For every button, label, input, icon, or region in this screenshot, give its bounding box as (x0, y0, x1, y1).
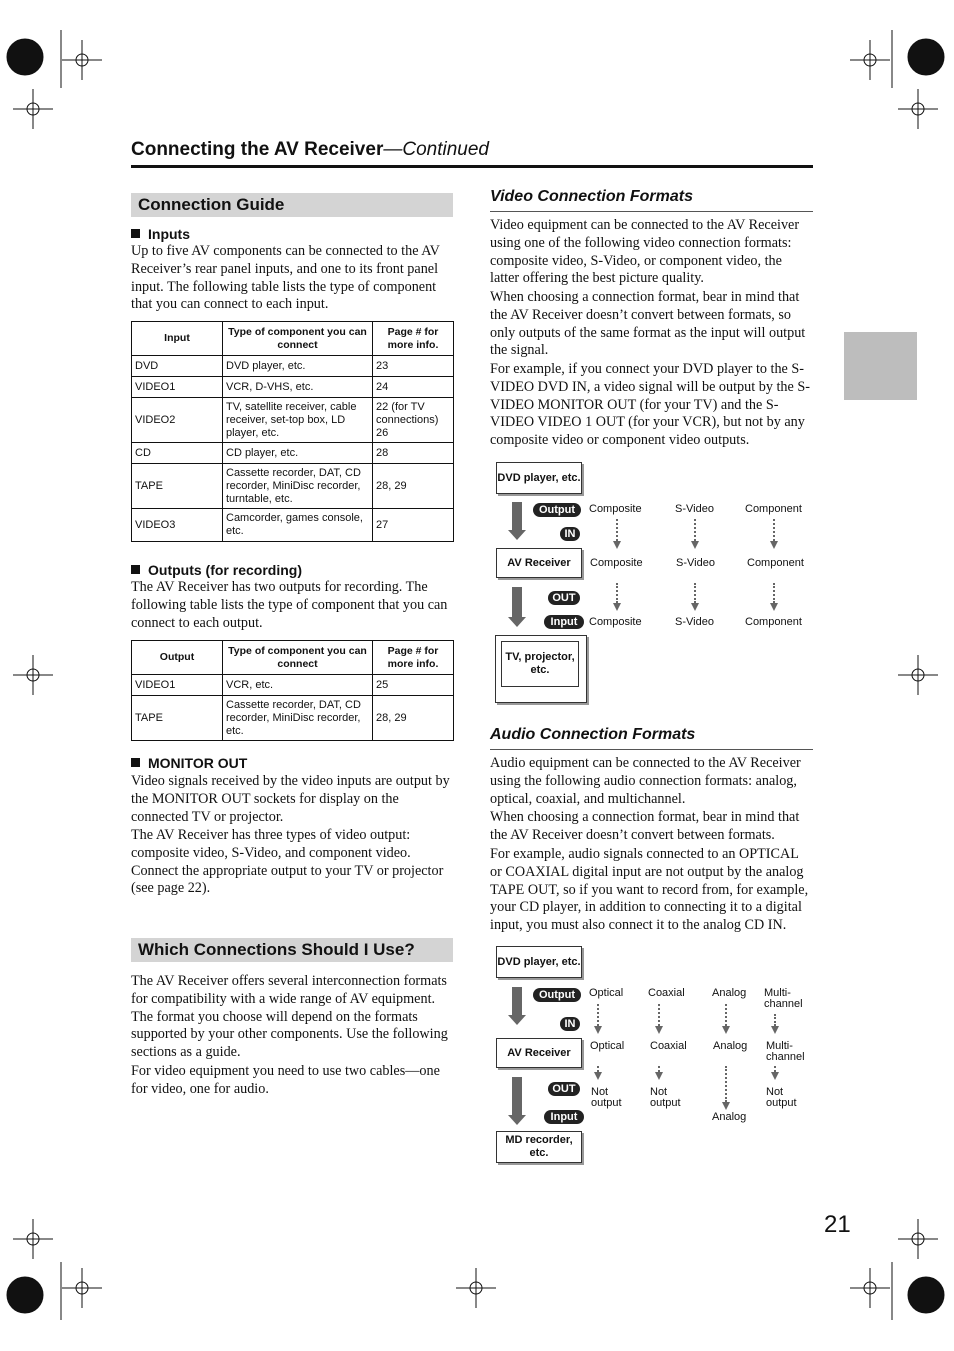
video-formats-p3: For example, if you connect your DVD player to the S-VIDEO DVD IN, a video signal will be output by the S-VIDEO MONITOR OUT (for your TV) and the S-VIDEO VIDEO 1 OUT (for your VCR), but not by any composite video or component video outputs. (490, 361, 810, 449)
table-cell: VCR, etc. (223, 675, 373, 696)
out-pill: OUT (548, 591, 580, 605)
outputs-col-header: Type of component you can connect (223, 641, 373, 675)
format-label: Analog (712, 1111, 747, 1123)
av-receiver-box: AV Receiver (496, 548, 582, 578)
table-cell: TAPE (132, 464, 223, 509)
dotted-arrow-icon (725, 1066, 729, 1102)
table-row (132, 696, 454, 741)
table-cell: Cassette recorder, DAT, CD recorder, MiniDisc recorder, turntable, etc. (223, 464, 373, 509)
flow-arrow-icon (512, 987, 522, 1017)
tv-label: TV, projector, etc. (501, 641, 579, 687)
table-cell: 22 (for TV connections) 26 (373, 398, 454, 443)
dvd-player-box: DVD player, etc. (496, 462, 582, 494)
monitor-out-text-2: The AV Receiver has three types of video output: composite video, S-Video, and component video. Connect the appropriate output to your TV or projector (see page 22). (131, 827, 444, 897)
format-label: Not output (650, 1086, 681, 1109)
format-label: Composite (589, 503, 642, 515)
which-connections-text-1: The AV Receiver offers several interconnection formats for compatibility with a wide range of AV equipment. The format you choose will depend on the formats supported by your other components. Use the following sections as a guide. (131, 973, 448, 1061)
dotted-arrow-icon (725, 1004, 729, 1026)
arrowhead-icon (655, 1026, 663, 1034)
table-cell: 25 (373, 675, 454, 696)
table-cell: VCR, D-VHS, etc. (223, 377, 373, 398)
monitor-out-text-1: Video signals received by the video inputs are output by the MONITOR OUT sockets for display on the connected TV or projector. (131, 773, 450, 825)
format-label: Optical (590, 1040, 625, 1052)
audio-formats-p2: When choosing a connection format, bear in mind that the AV Receiver doesn’t convert between formats. (490, 809, 800, 843)
format-label: Multi-channel (766, 1040, 805, 1063)
table-cell: CD (132, 443, 223, 464)
outputs-heading-text: Outputs (for recording) (148, 562, 302, 578)
table-cell: 27 (373, 509, 454, 542)
outputs-col-header: Page # for more info. (373, 641, 454, 675)
dotted-arrow-icon (773, 583, 777, 603)
output-pill: Output (533, 503, 581, 517)
table-cell: Cassette recorder, DAT, CD recorder, MiniDisc recorder, etc. (223, 696, 373, 741)
table-cell: DVD (132, 356, 223, 377)
dotted-arrow-icon (774, 1014, 778, 1026)
flow-arrowhead-icon (508, 530, 526, 540)
square-bullet-icon (131, 229, 140, 238)
square-bullet-icon (131, 565, 140, 574)
format-label: S-Video (675, 616, 714, 628)
audio-formats-p3: For example, audio signals connected to an OPTICAL or COAXIAL digital input are not output by the analog TAPE OUT, so if you want to record from, for example, your CD player, in addition to connecting it to a digital input, you must also connect it to the analog CD IN. (490, 846, 809, 934)
table-cell: 28 (373, 443, 454, 464)
inputs-heading (131, 226, 190, 242)
format-label: Component (745, 616, 802, 628)
video-formats-rule (490, 211, 813, 212)
table-cell: 24 (373, 377, 454, 398)
table-cell: TAPE (132, 696, 223, 741)
which-connections-title: Which Connections Should I Use? (131, 938, 453, 962)
format-label: Analog (713, 1040, 748, 1052)
outputs-heading (131, 562, 302, 578)
arrowhead-icon (594, 1026, 602, 1034)
side-tab (844, 332, 917, 400)
heading-rule (131, 165, 813, 168)
arrowhead-icon (770, 603, 778, 611)
arrowhead-icon (722, 1102, 730, 1110)
audio-formats-rule (490, 749, 813, 750)
arrowhead-icon (655, 1072, 663, 1080)
format-label: Analog (712, 987, 747, 999)
dotted-arrow-icon (658, 1004, 662, 1026)
arrowhead-icon (771, 1026, 779, 1034)
outputs-col-header: Output (132, 641, 223, 675)
in-pill: IN (560, 1017, 580, 1031)
input-pill: Input (544, 615, 584, 629)
format-label: Optical (589, 987, 624, 999)
tv-icon (495, 635, 587, 703)
format-label: S-Video (675, 503, 714, 515)
monitor-out-heading (131, 755, 247, 771)
table-cell: 28, 29 (373, 696, 454, 741)
table-cell: DVD player, etc. (223, 356, 373, 377)
dvd-player-box: DVD player, etc. (496, 946, 582, 978)
arrowhead-icon (770, 541, 778, 549)
flow-arrow-icon (512, 502, 522, 532)
table-row (132, 377, 454, 398)
flow-arrow-icon (512, 587, 522, 619)
table-cell: CD player, etc. (223, 443, 373, 464)
inputs-table (131, 321, 454, 542)
which-connections-text-2: For video equipment you need to use two cables—one for video, one for audio. (131, 1063, 440, 1097)
in-pill: IN (560, 527, 580, 541)
format-label: Coaxial (650, 1040, 687, 1052)
format-label: Not output (591, 1086, 622, 1109)
format-label: Not output (766, 1086, 797, 1109)
format-label: Component (747, 557, 804, 569)
dotted-arrow-icon (597, 1004, 601, 1026)
arrowhead-icon (613, 541, 621, 549)
square-bullet-icon (131, 758, 140, 767)
table-row (132, 398, 454, 443)
table-cell: VIDEO2 (132, 398, 223, 443)
table-cell: Camcorder, games console, etc. (223, 509, 373, 542)
md-recorder-box: MD recorder, etc. (496, 1131, 582, 1163)
audio-formats-p1: Audio equipment can be connected to the AV Receiver using the following audio connection formats: analog, optical, coaxial, and multichannel. (490, 755, 801, 807)
inputs-col-header: Page # for more info. (373, 322, 454, 356)
dotted-arrow-icon (616, 519, 620, 541)
table-row (132, 675, 454, 696)
arrowhead-icon (594, 1072, 602, 1080)
video-formats-p2: When choosing a connection format, bear in mind that the AV Receiver doesn’t convert between formats, so only outputs of the same format as the input will output the signal. (490, 289, 806, 359)
inputs-text: Up to five AV components can be connected to the AV Receiver’s rear panel inputs, and one to its front panel input. The following table lists the type of component that you can connect to each input. (131, 243, 440, 313)
dotted-arrow-icon (694, 519, 698, 541)
table-row (132, 443, 454, 464)
arrowhead-icon (771, 1072, 779, 1080)
page-number: 21 (824, 1211, 851, 1238)
video-formats-title: Video Connection Formats (490, 188, 693, 205)
flow-arrowhead-icon (508, 1015, 526, 1025)
arrowhead-icon (613, 603, 621, 611)
table-cell: VIDEO1 (132, 675, 223, 696)
table-row (132, 356, 454, 377)
format-label: Multi-channel (764, 987, 803, 1010)
table-row (132, 509, 454, 542)
format-label: S-Video (676, 557, 715, 569)
table-cell: 23 (373, 356, 454, 377)
table-cell: VIDEO3 (132, 509, 223, 542)
av-receiver-box: AV Receiver (496, 1038, 582, 1068)
dotted-arrow-icon (773, 519, 777, 541)
format-label: Component (745, 503, 802, 515)
video-formats-p1: Video equipment can be connected to the AV Receiver using one of the following video connection formats: composite video, S-Video, or component video, the latter offering the best picture quality. (490, 217, 800, 287)
outputs-text: The AV Receiver has two outputs for recording. The following table lists the type of component that you can connect to each output. (131, 579, 448, 631)
connection-guide-title: Connection Guide (131, 193, 453, 217)
inputs-col-header: Input (132, 322, 223, 356)
dotted-arrow-icon (616, 583, 620, 603)
arrowhead-icon (691, 541, 699, 549)
page-title (131, 139, 489, 161)
table-row (132, 464, 454, 509)
arrowhead-icon (691, 603, 699, 611)
table-cell: TV, satellite receiver, cable receiver, set-top box, LD player, etc. (223, 398, 373, 443)
page-title-text: Connecting the AV Receiver (131, 139, 384, 160)
outputs-table (131, 640, 454, 741)
table-cell: 28, 29 (373, 464, 454, 509)
arrowhead-icon (722, 1026, 730, 1034)
flow-arrow-icon (512, 1077, 522, 1117)
out-pill: OUT (548, 1082, 580, 1096)
output-pill: Output (533, 988, 581, 1002)
format-label: Coaxial (648, 987, 685, 999)
input-pill: Input (544, 1110, 584, 1124)
table-cell: VIDEO1 (132, 377, 223, 398)
inputs-col-header: Type of component you can connect (223, 322, 373, 356)
format-label: Composite (589, 616, 642, 628)
format-label: Composite (590, 557, 643, 569)
audio-formats-title: Audio Connection Formats (490, 726, 696, 743)
flow-arrowhead-icon (508, 1115, 526, 1125)
inputs-heading-text: Inputs (148, 226, 190, 242)
flow-arrowhead-icon (508, 617, 526, 627)
page-title-continued: —Continued (383, 139, 489, 160)
monitor-out-heading-text: MONITOR OUT (148, 755, 248, 771)
dotted-arrow-icon (694, 583, 698, 603)
